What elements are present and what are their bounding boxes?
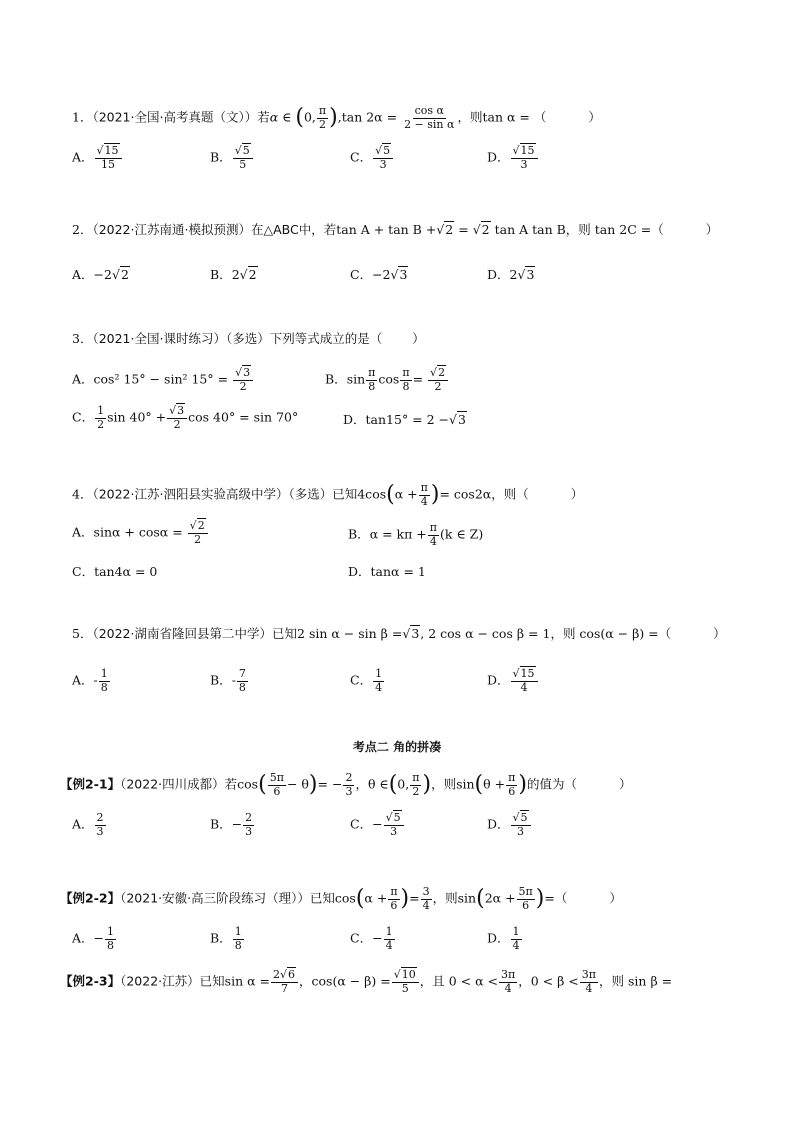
q3-option-b: B．sin $\frac{\pi}{8}$ cos $\frac{\pi}{8}$ = √ $\frac{2}{2}$ <box>325 367 449 393</box>
question-3-stem: 3．（2021·全国·课时练习）（多选）下列等式成立的是（ ） <box>72 331 425 346</box>
q4-option-c: C．tan4α = 0 <box>72 564 158 579</box>
example-2-3-stem: 【例2-3】（2022·江苏）已知sin α = $\frac{2√ 6}{7}$ ，cos(α − β) = √ $\frac{10}{5}$ ，且 0 < α < $\frac{3\pi}{4}$ ，0 < β < $\frac{3\pi}{4}$ ，则 sin β = <box>60 969 734 995</box>
e1-option-a: A． $\frac{2}{3}$ <box>72 811 104 838</box>
q1-option-a: A． √ $\frac{15}{15}$ <box>72 145 123 171</box>
q3-option-a: A．cos² 15° − sin² 15° = √ $\frac{3}{2}$ <box>72 367 254 393</box>
q2-option-c: C．−2√ 3 <box>350 265 408 283</box>
q5-option-d: D． √ $\frac{15}{4}$ <box>487 668 539 694</box>
q3-option-c: C． $\frac{1}{2}$ sin 40° + √ $\frac{3}{2}$ cos 40° = sin 70° <box>72 405 298 431</box>
question-1-stem: 1．（2021·全国·高考真题（文））若α ∈ (0, $\frac{\pi}{2}$ ),tan 2α = $\frac{\text{cos α}}{\text{2 − sin α}}$ ，则tan α = （ ） <box>72 104 601 131</box>
q4-option-b: B．α = kπ + $\frac{\pi}{4}$ (k ∈ Z) <box>348 521 484 548</box>
q2-option-d: D．2√ 3 <box>487 265 535 283</box>
section-heading: 考点二 角的拼凑 <box>352 740 442 754</box>
question-5-stem: 5．（2022·湖南省隆回县第二中学）已知2 sin α − sin β =√ 3, 2 cos α − cos β = 1，则 cos(α − β) =（ ） <box>72 628 734 641</box>
e1-option-d: D． √ $\frac{5}{3}$ <box>487 812 532 838</box>
q4-option-d: D．tanα = 1 <box>348 564 426 579</box>
question-2-stem: 2．（2022·江苏南通·模拟预测）在△ABC中，若tan A + tan B +√ 2 = √ 2 tan A tan B，则 tan 2C =（ ） <box>72 224 734 237</box>
q1-option-d: D． √ $\frac{15}{3}$ <box>487 145 539 171</box>
e1-option-c: C．− √ $\frac{5}{3}$ <box>350 812 405 838</box>
question-4-stem: 4．（2022·江苏·泗阳县实验高级中学）（多选）已知4cos(α + $\frac{\pi}{4}$ )= cos2α，则（ ） <box>72 481 584 508</box>
q5-option-b: B．- $\frac{7}{8}$ <box>210 667 246 694</box>
example-2-1-stem: 【例2-1】（2022·四川成都）若cos( $\frac{5\pi}{6}$ − θ)= − $\frac{2}{3}$ ，θ ∈(0, $\frac{\pi}{2}$ )，则sin(θ + $\frac{\pi}{6}$ )的值为（ ） <box>60 771 632 798</box>
e2-option-c: C．− $\frac{1}{4}$ <box>350 925 393 952</box>
q4-option-a: A．sinα + cosα = √ $\frac{2}{2}$ <box>72 520 209 546</box>
e2-option-b: B． $\frac{1}{8}$ <box>210 925 242 952</box>
e2-option-d: D． $\frac{1}{4}$ <box>487 925 520 952</box>
e2-option-a: A．− $\frac{1}{8}$ <box>72 925 115 952</box>
q1-option-b: B． √ $\frac{5}{5}$ <box>210 145 254 171</box>
q5-option-a: A．- $\frac{1}{8}$ <box>72 667 108 694</box>
e1-option-b: B．− $\frac{2}{3}$ <box>210 811 253 838</box>
q5-option-c: C． $\frac{1}{4}$ <box>350 667 383 694</box>
q2-option-a: A．−2√ 2 <box>72 265 130 283</box>
example-2-2-stem: 【例2-2】（2021·安徽·高三阶段练习（理））已知cos(α + $\frac{\pi}{6}$ )= $\frac{3}{4}$ ，则sin(2α + $\frac{5\pi}{6}$ )=（ ） <box>60 885 622 912</box>
q1-option-c: C． √ $\frac{5}{3}$ <box>350 145 394 171</box>
q3-option-d: D．tan15° = 2 −√ 3 <box>343 410 467 428</box>
q2-option-b: B．2√ 2 <box>210 265 258 283</box>
